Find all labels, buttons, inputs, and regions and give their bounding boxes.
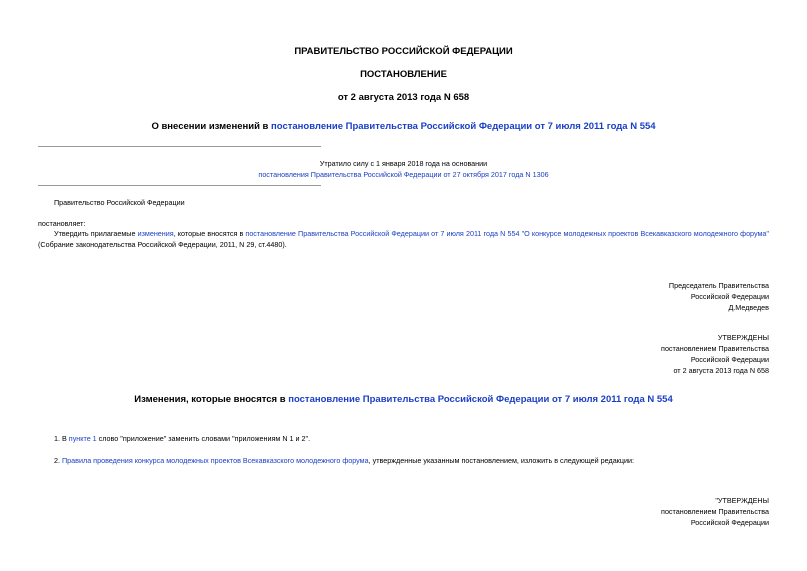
change-item-2: 2. Правила проведения конкурса молодежных проектов Всекавказского молодежного форума, утвержденные указанным постановлением, изложить в следующей редакции:: [54, 456, 634, 465]
header-org: ПРАВИТЕЛЬСТВО РОССИЙСКОЙ ФЕДЕРАЦИИ: [294, 46, 513, 57]
changes-title: Изменения, которые вносятся в постановление Правительства Российской Федерации от 7 июля 2011 года N 554: [134, 394, 673, 405]
divider-bottom: [38, 185, 321, 186]
notice-line1: Утратило силу с 1 января 2018 года на основании: [319, 159, 488, 168]
signature-line1: Председатель Правительства: [668, 281, 769, 290]
header-doc-type: ПОСТАНОВЛЕНИЕ: [360, 69, 447, 80]
changes-title-link[interactable]: постановление Правительства Российской Федерации от 7 июля 2011 года N 554: [288, 394, 673, 405]
notice-link[interactable]: постановления Правительства Российской Федерации от 27 октября 2017 года N 1306: [258, 170, 549, 179]
approved-line2: постановлением Правительства: [661, 344, 769, 353]
header-subject: [0, 121, 807, 132]
body-decides: постановляет:: [38, 219, 86, 228]
item2-link[interactable]: Правила проведения конкурса молодежных проектов Всекавказского молодежного форума: [62, 456, 369, 465]
divider-top: [38, 146, 321, 147]
approved2-line1: "УТВЕРЖДЕНЫ: [715, 496, 769, 505]
approved-line1: УТВЕРЖДЕНЫ: [717, 333, 769, 342]
signature-line2: Российской Федерации: [690, 292, 769, 301]
approved2-line2: постановлением Правительства: [661, 507, 769, 516]
subject-link[interactable]: постановление Правительства Российской Федерации от 7 июля 2011 года N 554: [271, 121, 656, 132]
body-paragraph-1: Утвердить прилагаемые изменения, которые вносятся в постановление Правительства Российской Федерации от 7 июля 2011 года N 554 "О конкурсе молодежных проектов Всекавказского молодежного форума" (Собрание законодательства Российской Федерации, 2011, N 29, ст.4480).: [38, 229, 769, 249]
item1-link[interactable]: пункте 1: [68, 434, 97, 443]
header-date-number: от 2 августа 2013 года N 658: [337, 92, 470, 103]
approved-line4: от 2 августа 2013 года N 658: [673, 366, 769, 375]
approved-line3: Российской Федерации: [690, 355, 769, 364]
change-item-1: 1. В пункте 1 слово "приложение" заменить словами "приложениям N 1 и 2".: [54, 434, 311, 443]
subject-prefix: О внесении изменений в: [151, 121, 272, 132]
body-intro: Правительство Российской Федерации: [54, 198, 185, 207]
changes-link[interactable]: изменения: [137, 229, 174, 238]
signature-name: Д.Медведев: [728, 303, 769, 312]
resolution-554-link[interactable]: постановление Правительства Российской Федерации от 7 июля 2011 года N 554 "О конкурсе молодежных проектов Всекавказского молодежного форума": [245, 229, 769, 238]
approved2-line3: Российской Федерации: [690, 518, 769, 527]
